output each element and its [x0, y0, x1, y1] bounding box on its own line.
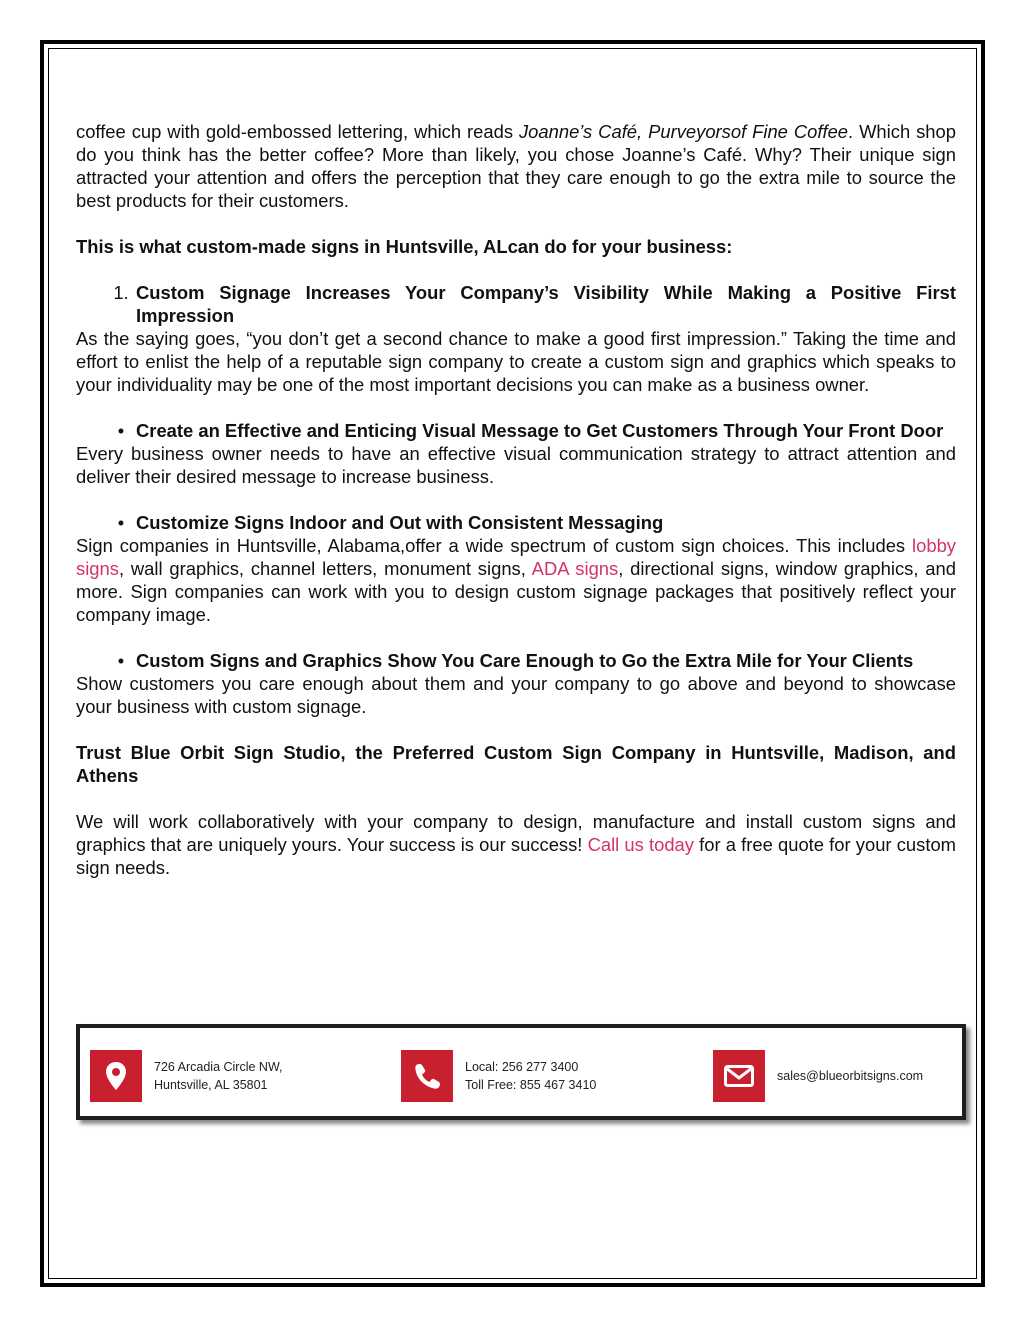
- closing-heading: Trust Blue Orbit Sign Studio, the Preferred Custom Sign Company in Huntsville, Madison, and Athens: [76, 742, 956, 786]
- numbered-item-title: Custom Signage Increases Your Company’s Visibility While Making a Positive First Impression: [136, 282, 956, 326]
- ada-signs-link[interactable]: ADA signs: [531, 558, 619, 579]
- intro-text: coffee cup with gold-embossed lettering, which reads: [76, 121, 519, 142]
- contact-bar: [76, 1024, 966, 1120]
- bullet-item-body: Every business owner needs to have an effective visual communication strategy to attract attention and deliver their desired message to increase business.: [76, 443, 956, 487]
- bullet-item-body: Show customers you care enough about them and your company to go above and beyond to showcase your business with custom signage.: [76, 673, 956, 717]
- lead-heading: This is what custom-made signs in Huntsville, ALcan do for your business:: [76, 236, 733, 257]
- bullet-item-title: Create an Effective and Enticing Visual Message to Get Customers Through Your Front Door: [136, 420, 944, 441]
- address-line-1: 726 Arcadia Circle NW,: [154, 1060, 283, 1074]
- bullet-item: [76, 419, 956, 442]
- lobby-signs-link[interactable]: lobby signs: [76, 535, 956, 579]
- closing-paragraph: We will work collaboratively with your company to design, manufacture and install custom signs and graphics that are uniquely yours. Your success is our success! Call us today for a free quote for your custom sign needs.: [76, 811, 956, 878]
- bullet-item-body: Sign companies in Huntsville, Alabama,offer a wide spectrum of custom sign choices. This includes lobby signs, wall graphics, channel letters, monument signs, ADA signs, directional signs, window graphics, and more. Sign companies can work with you to design custom signage packages that positively reflect your company image.: [76, 535, 956, 625]
- phone-contact: [401, 1050, 596, 1102]
- intro-text-after: . Which shop do you think has the better coffee? More than likely, you chose Joanne’s Café. Why? Their unique sign attracted your attention and offers the perception that they care enough to go the extra mile to source the best products for their customers.: [76, 121, 956, 211]
- numbered-item-body: As the saying goes, “you don’t get a second chance to make a good first impression.” Taking the time and effort to enlist the help of a reputable sign company to create a custom sign and graphics which speaks to your individuality may be one of the most important decisions you can make as a business owner.: [76, 328, 956, 395]
- bullet-marker: •: [117, 650, 125, 671]
- intro-paragraph: [76, 120, 956, 212]
- call-us-link[interactable]: Call us today: [587, 834, 694, 855]
- bullet-item: [76, 511, 956, 534]
- envelope-icon: [713, 1050, 765, 1102]
- intro-italic-text: Joanne’s Café, Purveyorsof Fine Coffee: [518, 121, 849, 142]
- list-number: 1.: [113, 282, 129, 303]
- address-contact: [90, 1050, 283, 1102]
- email-address[interactable]: sales@blueorbitsigns.com: [777, 1069, 924, 1083]
- bullet-marker: •: [117, 420, 125, 441]
- email-contact: [713, 1050, 923, 1102]
- phone-local: Local: 256 277 3400: [465, 1060, 579, 1074]
- bullet-marker: •: [117, 512, 125, 533]
- bullet-item-title: Custom Signs and Graphics Show You Care Enough to Go the Extra Mile for Your Clients: [136, 650, 914, 671]
- numbered-item: [76, 281, 956, 327]
- document-body: [76, 120, 956, 879]
- bullet-item: [76, 649, 956, 672]
- bullet-item-title: Customize Signs Indoor and Out with Consistent Messaging: [136, 512, 664, 533]
- location-pin-icon: [90, 1050, 142, 1102]
- address-line-2: Huntsville, AL 35801: [154, 1078, 268, 1092]
- phone-icon: [401, 1050, 453, 1102]
- phone-tollfree: Toll Free: 855 467 3410: [465, 1078, 597, 1092]
